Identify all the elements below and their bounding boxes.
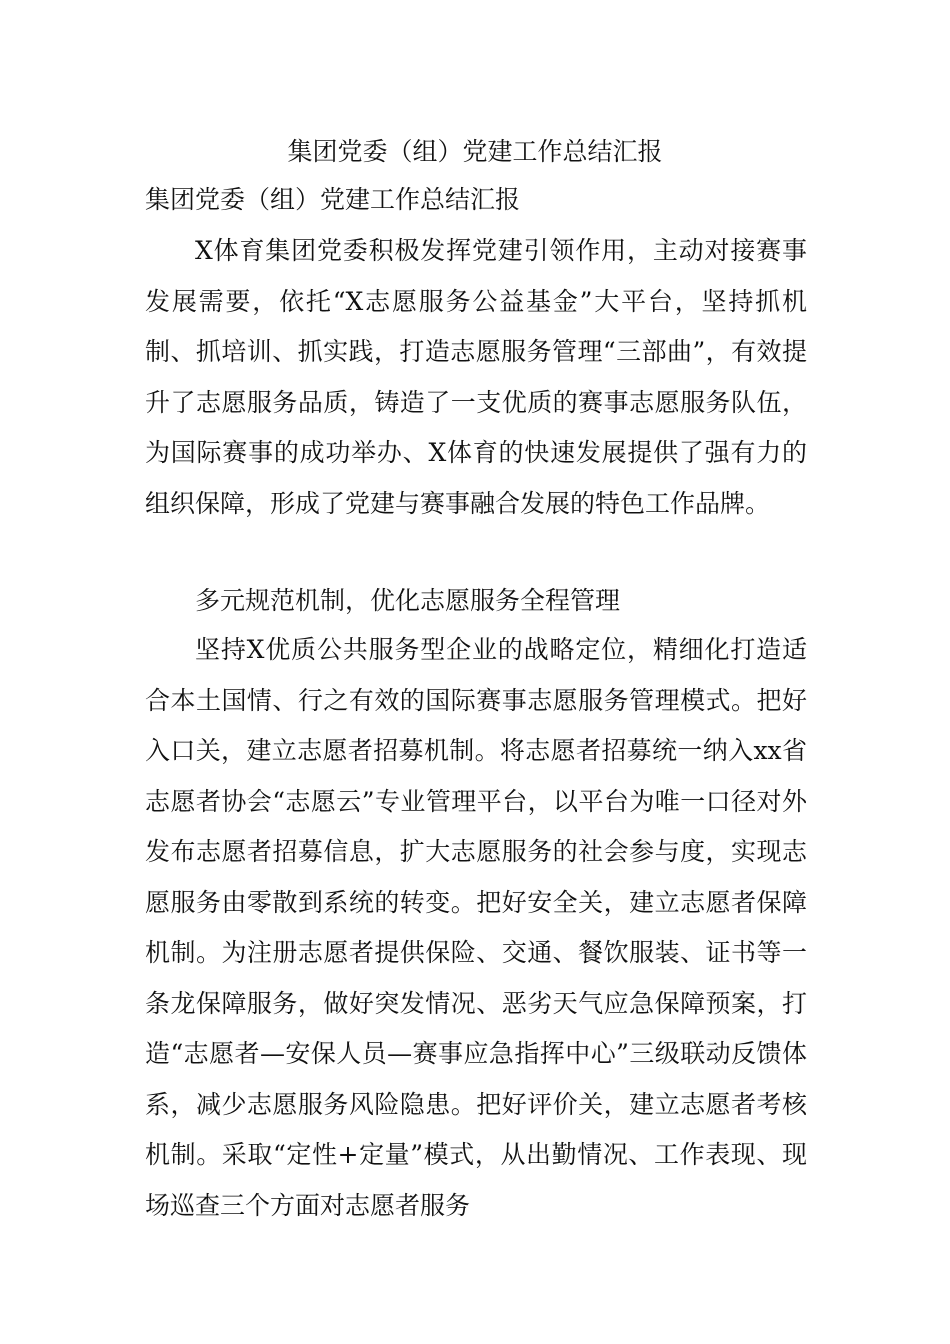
document-title: 集团党委（组）党建工作总结汇报 bbox=[287, 137, 663, 166]
document-subtitle: 集团党委（组）党建工作总结汇报 bbox=[145, 185, 521, 214]
intro-paragraph: X体育集团党委积极发挥党建引领作用，主动对接赛事发展需要，依托“X志愿服务公益基金”大平台，坚持抓机制、抓培训、抓实践，打造志愿服务管理“三部曲”，有效提升了志愿服务品质，铸造了一支优质的赛事志愿服务队伍，为国际赛事的成功举办、X体育的快速发展提供了强有力的组织保障，形成了党建与赛事融合发展的特色工作品牌。 bbox=[145, 236, 807, 518]
section-heading: 多元规范机制，优化志愿服务全程管理 bbox=[195, 586, 621, 615]
body-paragraph: 坚持X优质公共服务型企业的战略定位，精细化打造适合本土国情、行之有效的国际赛事志愿服务管理模式。把好入口关，建立志愿者招募机制。将志愿者招募统一纳入xx省志愿者协会“志愿云”专业管理平台，以平台为唯一口径对外发布志愿者招募信息，扩大志愿服务的社会参与度，实现志愿服务由零散到系统的转变。把好安全关，建立志愿者保障机制。为注册志愿者提供保险、交通、餐饮服装、证书等一条龙保障服务，做好突发情况、恶劣天气应急保障预案，打造“志愿者—安保人员—赛事应急指挥中心”三级联动反馈体系，减少志愿服务风险隐患。把好评价关，建立志愿者考核机制。采取“定性+定量”模式，从出勤情况、工作表现、现场巡查三个方面对志愿者服务 bbox=[145, 635, 807, 1220]
